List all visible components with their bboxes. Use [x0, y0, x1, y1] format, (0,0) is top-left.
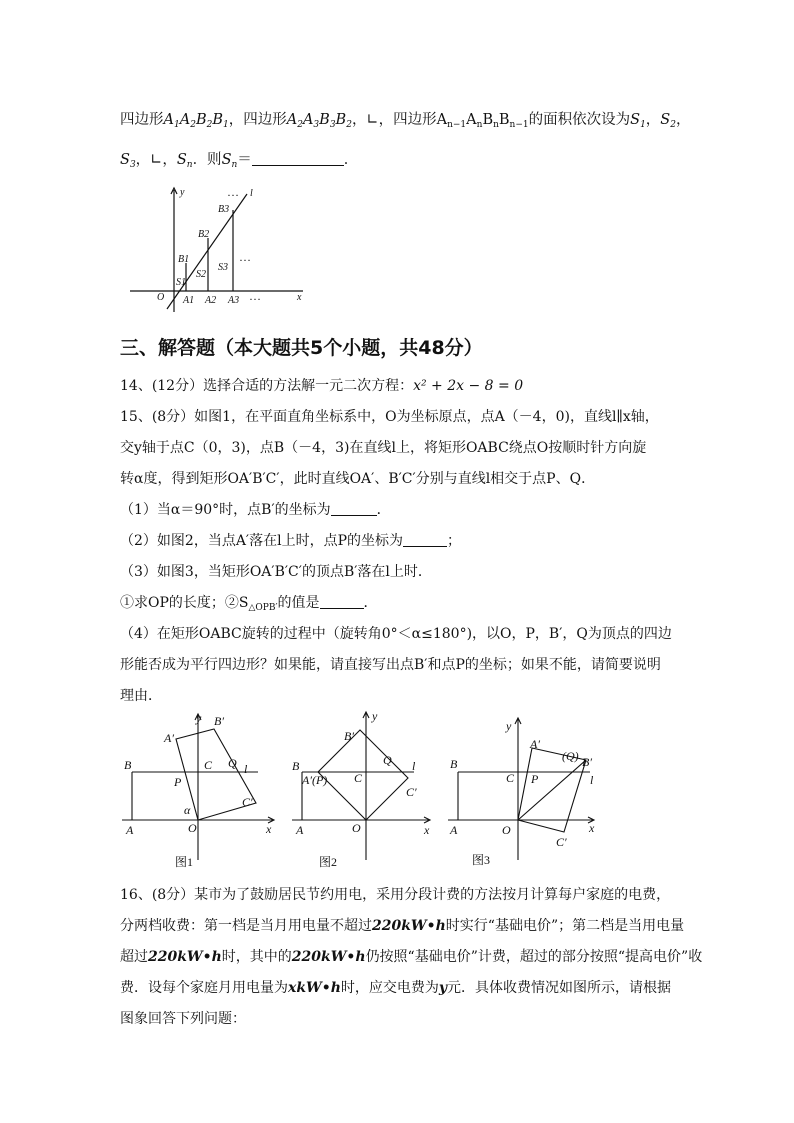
B3-label: B3 — [218, 204, 230, 215]
A2-label: A2 — [205, 295, 217, 306]
S2-label: S2 — [196, 269, 206, 280]
q15-line3: 转α度，得到矩形OA′B′C′，此时直线OA′、B′C′分别与直线l相交于点P、Q． — [120, 471, 596, 487]
A-prime-label: A′ — [164, 731, 174, 745]
x-label: x — [424, 823, 430, 837]
y-label: y — [196, 711, 202, 725]
l-label: l — [590, 773, 594, 787]
B2-label: B2 — [198, 229, 210, 240]
P-label: P — [174, 775, 182, 789]
O-label: O — [502, 823, 511, 837]
x-label: x — [589, 821, 595, 835]
A1-label: A1 — [183, 295, 195, 306]
q16-line1: 16、(8分）某市为了鼓励居民节约用电，采用分段计费的方法按月计算每户家庭的电费， — [120, 887, 671, 903]
C-label: C — [204, 758, 213, 772]
q15-part3-sub: ①求OP的长度；$②S_{\triangle OPB'}$的值是 ． — [120, 595, 378, 613]
q15-part1: （1）当α＝90°时，点B′的坐标为 ． — [120, 502, 391, 518]
S3-label: S3 — [218, 262, 228, 273]
S1-label: S1 — [176, 277, 186, 288]
A3-label: A3 — [228, 295, 240, 306]
q15-part3: （3）如图3，当矩形OA′B′C′的顶点B′落在l上时． — [120, 564, 432, 580]
A-prime-label: A′ — [530, 737, 540, 751]
Q-label: Q — [383, 753, 392, 767]
C-label: C — [506, 771, 515, 785]
answer-blank — [252, 165, 344, 166]
l-label: l — [244, 762, 248, 776]
A-label: A — [296, 823, 304, 837]
line-l-label: l — [250, 188, 253, 199]
y-label: y — [506, 719, 512, 733]
caption: 图2 — [319, 855, 338, 869]
C-prime-label: C′ — [242, 795, 253, 809]
answer-blank — [331, 515, 377, 516]
B-label: B — [450, 757, 458, 771]
alpha-label: α — [184, 803, 191, 817]
q16-line2: 分两档收费：第一档是当月用电量不超过220kW•h时实行“基础电价”；第二档是当用电量 — [120, 918, 685, 934]
Q-label: (Q) — [562, 749, 579, 763]
q15-part2: （2）如图2，当点A′落在l上时，点P的坐标为 ； — [120, 533, 461, 549]
C-label: C — [354, 771, 363, 785]
B-label: B — [124, 758, 132, 772]
B-prime-label: B′ — [214, 714, 224, 728]
O-label: O — [352, 821, 361, 835]
answer-blank — [320, 608, 364, 609]
y-label: y — [372, 709, 378, 723]
origin-label: O — [157, 292, 165, 303]
answer-blank — [403, 546, 447, 547]
p13-line2: $S_3$，∟，$S_n$．则$S_n=$ ． — [120, 152, 359, 170]
O-label: O — [188, 821, 197, 835]
A-label: A — [126, 823, 134, 837]
C-prime-label: C′ — [556, 835, 567, 849]
figure-1 — [118, 708, 280, 870]
q16-line3: 超过220kW•h时，其中的220kW•h仍按照“基础电价”计费，超过的部分按照“提高电价”收 — [120, 949, 703, 965]
A-prime-P-label: A′(P) — [302, 773, 328, 787]
q15-line1: 15、(8分）如图1，在平面直角坐标系中，O为坐标原点，点A（－4，0)，直线l∥x轴， — [120, 409, 659, 425]
figure-3 — [444, 708, 600, 870]
A-label: A — [450, 823, 458, 837]
dots-axis: … — [249, 289, 261, 303]
l-label: l — [412, 759, 416, 773]
q15-part4-line1: （4）在矩形OABC旋转的过程中（旋转角0°＜α≤180°)，以O，P，B′，Q为顶点的四边 — [120, 626, 672, 642]
p13-line1: 四边形$A_1A_2B_2B_1$，四边形$A_2A_3B_3B_2$，∟，四边形$A_{n-1}A_nB_nB_{n-1}$的面积依次设为$S_1$，$S_2$， — [120, 112, 691, 130]
q15-part4-line2: 形能否成为平行四边形？如果能，请直接写出点B′和点P的坐标；如果不能，请简要说明 — [120, 657, 661, 673]
dots-top: … — [227, 185, 239, 199]
C-prime-label: C′ — [406, 785, 417, 799]
p13-figure — [125, 182, 315, 317]
B-prime-label: B′ — [582, 755, 592, 769]
x-label: x — [266, 822, 272, 836]
q16-line5: 图象回答下列问题： — [120, 1011, 246, 1027]
q14: 14、(12分）选择合适的方法解一元二次方程：x² + 2x − 8 = 0 — [120, 378, 524, 394]
x-axis-label: x — [297, 292, 302, 303]
dots-mid: … — [239, 250, 251, 264]
q15-line2: 交y轴于点C（0，3)，点B（－4，3)在直线l上，将矩形OABC绕点O按顺时针方向旋 — [120, 440, 647, 456]
q16-line4: 费．设每个家庭月用电量为xkW•h时，应交电费为y元．具体收费情况如图所示，请根据 — [120, 980, 672, 996]
B-prime-label: B′ — [344, 729, 354, 743]
y-axis-label: y — [180, 187, 185, 198]
caption: 图1 — [175, 855, 194, 869]
B-label: B — [292, 759, 300, 773]
caption: 图3 — [472, 853, 491, 867]
figure-2 — [288, 708, 438, 870]
section-title: 三、解答题（本大题共5个小题，共48分） — [120, 337, 483, 359]
q15-part4-line3: 理由． — [120, 688, 162, 704]
B1-label: B1 — [178, 254, 190, 265]
Q-label: Q — [228, 756, 237, 770]
P-label: P — [531, 772, 539, 786]
